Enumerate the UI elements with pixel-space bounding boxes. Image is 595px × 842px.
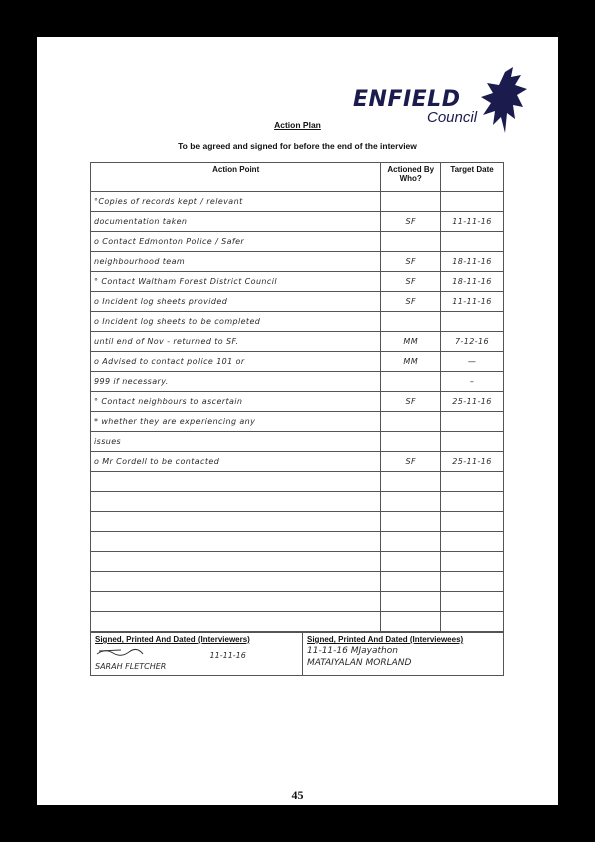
action-point-cell [91, 532, 381, 552]
action-point-cell: 999 if necessary. [91, 372, 381, 392]
table-row [91, 412, 504, 432]
action-point-cell [91, 472, 381, 492]
target-date-cell: 25-11-16 [441, 452, 504, 472]
action-point-cell: issues [91, 432, 381, 452]
table-row [91, 452, 504, 472]
target-date-cell [441, 312, 504, 332]
target-date-cell: — [441, 352, 504, 372]
target-date-cell [441, 492, 504, 512]
table-row [91, 532, 504, 552]
target-date-cell [441, 572, 504, 592]
signature-table [90, 632, 504, 676]
table-row [91, 332, 504, 352]
action-point-cell [91, 552, 381, 572]
table-row [91, 512, 504, 532]
action-point-cell: o Incident log sheets to be completed [91, 312, 381, 332]
target-date-cell [441, 232, 504, 252]
actioned-by-cell [381, 572, 441, 592]
target-date-cell [441, 472, 504, 492]
action-point-cell: ° Contact Waltham Forest District Council [91, 272, 381, 292]
actioned-by-cell [381, 592, 441, 612]
target-date-cell [441, 592, 504, 612]
page-title: Action Plan [274, 120, 321, 130]
table-body [91, 192, 504, 632]
actioned-by-cell [381, 372, 441, 392]
table-header-row [91, 163, 504, 192]
action-point-cell: o Advised to contact police 101 or [91, 352, 381, 372]
table-row [91, 592, 504, 612]
actioned-by-cell [381, 192, 441, 212]
action-point-cell [91, 572, 381, 592]
actioned-by-cell: SF [381, 292, 441, 312]
interviewees-signature-cell [303, 633, 504, 676]
table-row [91, 252, 504, 272]
table-row [91, 372, 504, 392]
target-date-cell: 7-12-16 [441, 332, 504, 352]
signature-row [91, 633, 504, 676]
table-row [91, 472, 504, 492]
target-date-cell [441, 552, 504, 572]
action-point-cell [91, 512, 381, 532]
action-point-cell [91, 592, 381, 612]
actioned-by-cell [381, 432, 441, 452]
page-number: 45 [291, 788, 304, 802]
table-row [91, 552, 504, 572]
actioned-by-cell: SF [381, 212, 441, 232]
table-row [91, 392, 504, 412]
table-row [91, 232, 504, 252]
target-date-cell [441, 412, 504, 432]
interviewers-signature-cell [91, 633, 303, 676]
action-point-cell: o Contact Edmonton Police / Safer [91, 232, 381, 252]
actioned-by-cell [381, 492, 441, 512]
table-row [91, 432, 504, 452]
table-row [91, 192, 504, 212]
interviewers-label: Signed, Printed And Dated (Interviewers) [95, 635, 250, 644]
interviewees-label: Signed, Printed And Dated (Interviewees) [307, 635, 464, 644]
actioned-by-cell [381, 312, 441, 332]
action-point-cell [91, 492, 381, 512]
action-point-cell [91, 612, 381, 632]
table-row [91, 352, 504, 372]
logo-subtitle: Council [427, 109, 478, 126]
target-date-cell: 25-11-16 [441, 392, 504, 412]
interviewer-name: SARAH FLETCHER [95, 662, 167, 671]
header-target-date: Target Date [441, 163, 504, 192]
table-row [91, 212, 504, 232]
actioned-by-cell: MM [381, 352, 441, 372]
table-row [91, 272, 504, 292]
table-row [91, 292, 504, 312]
actioned-by-cell: SF [381, 252, 441, 272]
action-point-cell: documentation taken [91, 212, 381, 232]
actioned-by-cell [381, 532, 441, 552]
action-point-cell: until end of Nov - returned to SF. [91, 332, 381, 352]
target-date-cell: 18-11-16 [441, 252, 504, 272]
actioned-by-cell: SF [381, 452, 441, 472]
table-row [91, 612, 504, 632]
actioned-by-cell: MM [381, 332, 441, 352]
target-date-cell: 11-11-16 [441, 292, 504, 312]
header-action-point: Action Point [91, 163, 381, 192]
target-date-cell [441, 432, 504, 452]
page-subtitle: To be agreed and signed for before the end of the interview [178, 141, 417, 151]
action-point-cell: o Mr Cordell to be contacted [91, 452, 381, 472]
target-date-cell: 11-11-16 [441, 212, 504, 232]
target-date-cell: 18-11-16 [441, 272, 504, 292]
action-point-cell: o Incident log sheets provided [91, 292, 381, 312]
interviewer-date: 11-11-16 [209, 651, 246, 660]
actioned-by-cell [381, 472, 441, 492]
actioned-by-cell: SF [381, 392, 441, 412]
interviewee-name: MATAIYALAN MORLAND [307, 658, 412, 668]
target-date-cell: – [441, 372, 504, 392]
actioned-by-cell [381, 612, 441, 632]
table-row [91, 492, 504, 512]
logo-wordmark: ENFIELD [353, 87, 461, 112]
actioned-by-cell [381, 552, 441, 572]
target-date-cell [441, 512, 504, 532]
handwritten-signature-icon [95, 646, 145, 658]
target-date-cell [441, 612, 504, 632]
actioned-by-cell [381, 512, 441, 532]
action-point-cell: * whether they are experiencing any [91, 412, 381, 432]
action-point-cell: ° Contact neighbours to ascertain [91, 392, 381, 412]
actioned-by-cell: SF [381, 272, 441, 292]
actioned-by-cell [381, 232, 441, 252]
interviewee-date-signature: 11-11-16 MJayathon [307, 646, 398, 656]
action-point-cell: neighbourhood team [91, 252, 381, 272]
table-row [91, 312, 504, 332]
interviewer-signature-line [95, 646, 298, 660]
action-plan-table [90, 162, 504, 632]
target-date-cell [441, 532, 504, 552]
table-row [91, 572, 504, 592]
actioned-by-cell [381, 412, 441, 432]
target-date-cell [441, 192, 504, 212]
action-point-cell: °Copies of records kept / relevant [91, 192, 381, 212]
header-actioned-by: Actioned By Who? [381, 163, 441, 192]
